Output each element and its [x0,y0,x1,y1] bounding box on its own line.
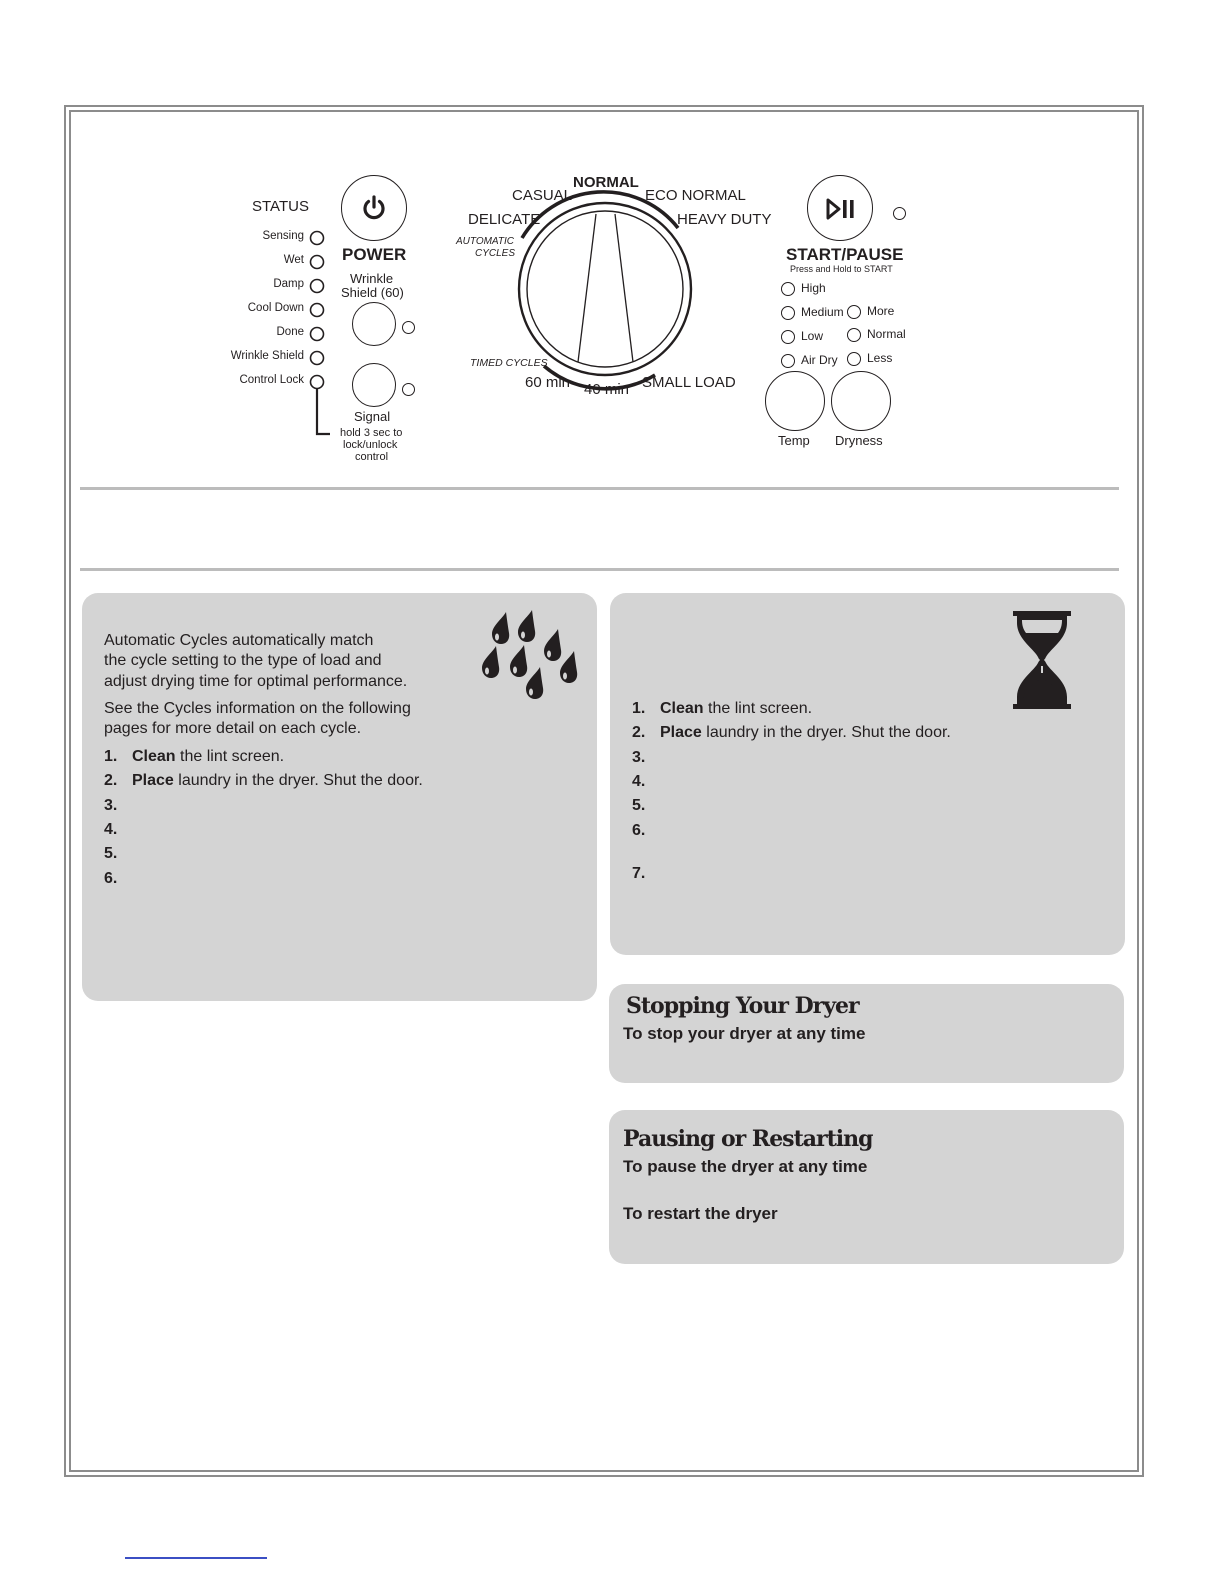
automatic-step-3: 3. [104,797,118,814]
automatic-intro-line-1: Automatic Cycles automatically match [104,632,374,649]
automatic-step-4: 4. [104,821,118,838]
status-heading: STATUS [252,198,309,215]
play-pause-icon [825,197,857,221]
step-action: Clean [660,700,704,717]
temp-option-low: Low [801,329,824,343]
automatic-see-line-2: pages for more detail on each cycle. [104,720,362,737]
step-text: the lint screen. [175,748,285,765]
automatic-cycles-label-2: CYCLES [475,248,516,259]
start-pause-button[interactable] [807,175,873,241]
automatic-step-2 [104,772,423,790]
restart-instruction: To restart the dryer [623,1204,778,1223]
cycle-casual[interactable]: CASUAL [512,187,573,204]
step-text: laundry in the dryer. Shut the door. [701,724,951,741]
cycle-60-min[interactable]: 60 min [525,374,571,391]
pausing-title: Pausing or Restarting [623,1126,873,1152]
divider-top [80,487,1119,490]
lock-bracket-line [317,389,330,434]
automatic-step-1 [104,748,284,766]
cycle-normal[interactable]: NORMAL [573,174,639,191]
status-indicator-lights [300,225,330,440]
lock-note-1: hold 3 sec to [340,427,403,439]
timed-step-4: 4. [632,773,646,790]
automatic-intro-line-3: adjust drying time for optimal performance. [104,673,408,690]
step-action: Clean [132,748,176,765]
status-light-wrinkle-shield [311,352,324,365]
automatic-cycles-panel [82,593,597,1001]
cycle-40-min[interactable]: 40 min [584,381,630,398]
divider-bottom [80,568,1119,571]
status-item-done: Done [276,326,304,338]
status-item-sensing: Sensing [262,230,304,242]
signal-button[interactable] [352,363,396,407]
power-label: POWER [342,245,407,264]
timed-step-3: 3. [632,749,646,766]
timed-step-5: 5. [632,797,646,814]
temp-light-medium [781,306,795,320]
timed-cycles-panel [610,593,1125,955]
temp-button[interactable] [765,371,825,431]
status-item-control-lock: Control Lock [239,374,304,386]
lock-note-2: lock/unlock [343,439,398,451]
dial-knob [527,211,683,367]
wrinkle-shield-button[interactable] [352,302,396,346]
dryness-light-less [847,352,861,366]
timed-step-7: 7. [632,865,646,882]
start-pause-label: START/PAUSE [786,245,904,264]
start-pause-light [893,207,906,220]
cycle-heavy-duty[interactable]: HEAVY DUTY [677,211,772,228]
status-item-wet: Wet [283,254,304,266]
temp-option-medium: Medium [801,305,844,319]
dryness-light-more [847,305,861,319]
status-light-done [311,328,324,341]
temp-light-air-dry [781,354,795,368]
step-number: 1. [632,700,646,717]
step-number: 2. [104,772,118,789]
signal-light [402,383,415,396]
wrinkle-shield-label-2: Shield (60) [341,285,404,300]
dryness-label: Dryness [835,433,883,448]
dryness-option-less: Less [867,351,893,365]
water-drops-icon [480,609,580,709]
stopping-title: Stopping Your Dryer [626,993,859,1019]
status-item-wrinkle-shield: Wrinkle Shield [230,350,304,362]
timed-step-2 [632,724,951,742]
step-number: 1. [104,748,118,765]
temp-light-low [781,330,795,344]
cycle-delicate[interactable]: DELICATE [468,211,541,228]
automatic-step-5: 5. [104,845,118,862]
timed-step-1 [632,700,812,718]
status-item-damp: Damp [273,278,304,290]
pausing-panel [609,1110,1124,1264]
automatic-step-6: 6. [104,870,118,887]
status-light-damp [311,280,324,293]
timed-cycles-label: TIMED CYCLES [470,357,548,369]
wrinkle-shield-label-1: Wrinkle [350,271,394,286]
temp-option-air-dry: Air Dry [801,353,838,367]
step-number: 2. [632,724,646,741]
dryness-option-more: More [867,304,895,318]
step-action: Place [132,772,174,789]
signal-label: Signal [354,409,391,424]
lock-note-3: control [355,451,389,463]
dial-pointer-left [578,214,596,362]
dryness-light-normal [847,328,861,342]
cycle-eco-normal[interactable]: ECO NORMAL [645,187,746,204]
step-text: laundry in the dryer. Shut the door. [173,772,423,789]
pause-instruction: To pause the dryer at any time [623,1157,868,1176]
status-light-control-lock [311,376,324,389]
dryness-option-normal: Normal [867,327,906,341]
stopping-subtitle: To stop your dryer at any time [623,1024,866,1043]
status-light-wet [311,256,324,269]
automatic-see-line-1: See the Cycles information on the following [104,700,411,717]
status-light-cool-down [311,304,324,317]
temp-light-high [781,282,795,296]
hourglass-icon [1012,611,1072,709]
temp-label: Temp [778,433,810,448]
dial-outer-ring [519,203,691,375]
automatic-intro-line-2: the cycle setting to the type of load and [104,652,382,669]
dryness-button[interactable] [831,371,891,431]
status-item-cool-down: Cool Down [247,302,304,314]
step-text: the lint screen. [703,700,813,717]
automatic-cycles-label-1: AUTOMATIC [456,236,514,247]
start-pause-note: Press and Hold to START [790,264,893,274]
step-action: Place [660,724,702,741]
stopping-panel [609,984,1124,1083]
power-icon [360,194,388,222]
dial-pointer-right [615,214,633,362]
wrinkle-shield-light [402,321,415,334]
power-button[interactable] [341,175,407,241]
cycle-small-load[interactable]: SMALL LOAD [642,374,736,391]
footer-link-underline[interactable] [125,1557,267,1559]
timed-step-6: 6. [632,822,646,839]
temp-option-high: High [801,281,826,295]
status-light-sensing [311,232,324,245]
